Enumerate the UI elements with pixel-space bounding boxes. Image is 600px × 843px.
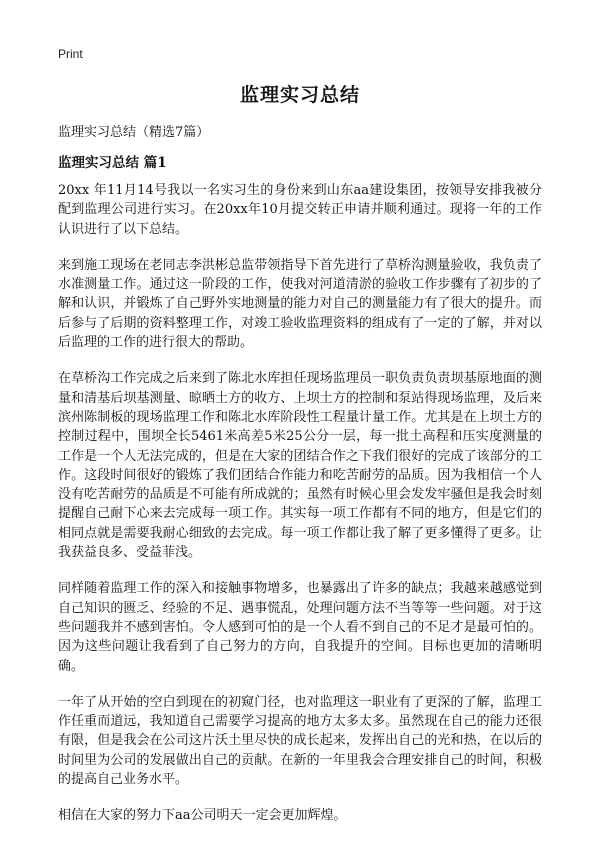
paragraph-4: 同样随着监理工作的深入和接触事物增多，也暴露出了许多的缺点；我越来越感觉到自己知识的匮乏、经验的不足、遇事慌乱，处理问题方法不当等等一些问题。对于这些问题我并不感到害怕。令人感到可怕的是一个人看不到自己的不足才是最可怕的。因为这些问题让我看到了自己努力的方向，自我提升的空间。目标也更加的清晰明确。 [58, 581, 542, 674]
document-subtitle: 监理实习总结（精选7篇） [58, 125, 210, 140]
paragraph-5: 一年了从开始的空白到现在的初窥门径，也对监理这一职业有了更深的了解，监理工作任重而道远，我知道自己需要学习提高的地方太多太多。虽然现在自己的能力还很有限，但是我会在公司这片沃土里尽快的成长起来，发挥出自己的光和热，在以后的时间里为公司的发展做出自己的贡献。在新的一年里我会合理安排自己的时间，积极的提高自己业务水平。 [58, 694, 542, 788]
page-title: 监理实习总结 [239, 84, 360, 106]
document-body [58, 181, 542, 843]
print-link[interactable]: Print [58, 47, 83, 61]
paragraph-1: 20xx 年11月14号我以一名实习生的身份来到山东aa建设集团，按领导安排我被分配到监理公司进行实习。在20xx年10月提交转正申请并顺利通过。现将一年的工作认识进行了以下总结。 [58, 183, 542, 237]
paragraph-3: 在草桥沟工作完成之后来到了陈北水库担任现场监理员一职负责负责坝基原地面的测量和清基后坝基测量、晾晒土方的收方、上坝土方的控制和泵站得现场监理，及后来滨州陈制板的现场监理工作和陈北水库阶段性工程量计量工作。尤其是在上坝土方的控制过程中，围坝全长5461米高差5米25公分一层，每一批土高程和压实度测量的工作是一个人无法完成的，但是在大家的团结合作之下我们很好的完成了该部分的工作。这段时间很好的锻炼了我们团结合作能力和吃苦耐劳的品质。因为我相信一个人没有吃苦耐劳的品质是不可能有所成就的；虽然有时候心里会发发牢骚但是我会时刻提醒自己耐下心来去完成每一项工作。其实每一项工作都有不同的地方，但是它们的相同点就是需要我耐心细致的去完成。每一项工作都让我了解了更多懂得了更多。让我获益良多、受益菲浅。 [58, 371, 542, 561]
section-heading: 监理实习总结 篇1 [58, 155, 167, 171]
paragraph-6: 相信在大家的努力下aa公司明天一定会更加辉煌。 [58, 808, 347, 824]
paragraph-2: 来到施工现场在老同志李洪彬总监带领指导下首先进行了草桥沟测量验收，我负责了水准测量工作。通过这一阶段的工作，使我对河道清淤的验收工作步骤有了初步的了解和认识，并锻炼了自己野外实地测量的能力对自己的测量能力有了很大的提升。而后参与了后期的资料整理工作，对竣工验收监理资料的组成有了一定的了解，并对以后监理的工作的进行很大的帮助。 [58, 257, 542, 351]
